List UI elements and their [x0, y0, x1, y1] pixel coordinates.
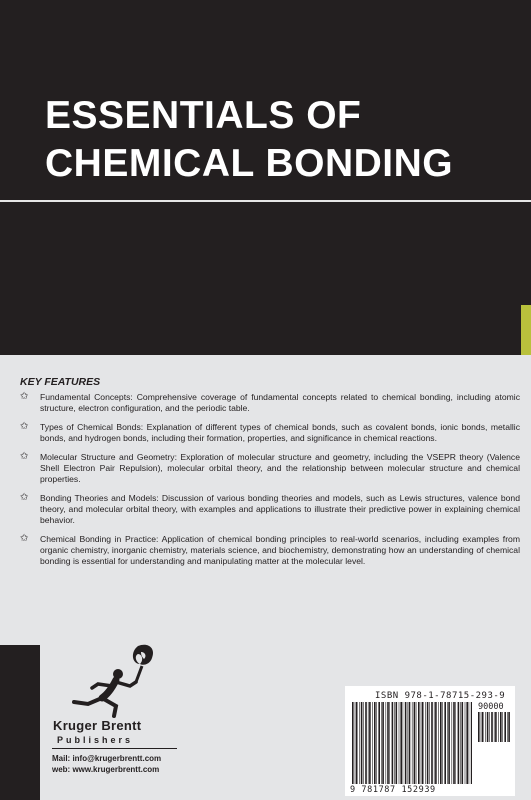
feature-text: Bonding Theories and Models: Discussion of various bonding theories and models, such as Lewis structures, valence bond theory, and molecular orbital theory, with examples and applications to illustrate their predictive power in explaining chemical behavior.	[40, 493, 520, 525]
isbn-label: ISBN 978-1-78715-293-9	[375, 691, 506, 701]
barcode-bar	[399, 702, 400, 784]
barcode-bar	[403, 702, 404, 784]
feature-text: Types of Chemical Bonds: Explanation of different types of chemical bonds, such as covalent bonds, ionic bonds, metallic bonds, and hydrogen bonds, including their formation, properties, and significance in chemical reactions.	[40, 422, 520, 443]
barcode-bar	[452, 702, 453, 784]
barcode-bar	[381, 702, 382, 784]
barcode-bar	[356, 702, 358, 784]
feature-text: Molecular Structure and Geometry: Exploration of molecular structure and geometry, including the VSEPR theory (Valence Shell Electron Pair Repulsion), molecular orbital theory, and the relationship between molecular structure and chemical properties.	[40, 452, 520, 484]
star-bullet-icon: ✩	[20, 391, 29, 402]
barcode-bar	[414, 702, 416, 784]
barcode-bar	[369, 702, 371, 784]
barcode-bar	[453, 702, 455, 784]
barcode-bar	[500, 712, 502, 742]
cover-top-section	[0, 0, 531, 355]
barcode-bar	[469, 702, 470, 784]
barcode-bar	[374, 702, 376, 784]
book-title	[45, 92, 515, 188]
barcode-bar	[363, 702, 364, 784]
barcode-bar	[466, 702, 468, 784]
publisher-subtitle: Publishers	[57, 735, 134, 745]
barcode-bar	[386, 702, 387, 784]
barcode-bar	[352, 702, 354, 784]
barcode-bar	[494, 712, 495, 742]
barcode-bar	[498, 712, 499, 742]
title-line-1: ESSENTIALS OF	[45, 94, 362, 137]
barcode-bar	[396, 702, 398, 784]
barcode-bar	[465, 702, 466, 784]
barcode-bar	[382, 702, 384, 784]
ean-barcode-bars	[352, 702, 472, 784]
feature-item	[20, 452, 520, 485]
star-bullet-icon: ✩	[20, 421, 29, 432]
barcode-bar	[507, 712, 508, 742]
barcode-bar	[471, 702, 472, 784]
spine-accent-strip	[521, 305, 531, 355]
key-features-list	[20, 392, 520, 575]
barcode-bar	[444, 702, 446, 784]
barcode-bar	[421, 702, 422, 784]
lower-left-dark-strip	[0, 645, 40, 800]
star-bullet-icon: ✩	[20, 533, 29, 544]
publisher-name: Kruger Brentt	[53, 718, 142, 733]
barcode-bar	[408, 702, 409, 784]
barcode-bar	[455, 702, 456, 784]
barcode-bar	[489, 712, 490, 742]
barcode-bar	[442, 702, 443, 784]
barcode-bar	[502, 712, 503, 742]
barcode-bar	[372, 702, 373, 784]
barcode-bar	[438, 702, 439, 784]
barcode-bar	[504, 712, 506, 742]
barcode-bar	[409, 702, 411, 784]
publisher-mail: Mail: info@krugerbrentt.com	[52, 754, 162, 763]
barcode-bar	[368, 702, 369, 784]
barcode-bar	[429, 702, 430, 784]
price-barcode-bars	[478, 712, 510, 742]
title-line-2: CHEMICAL BONDING	[45, 142, 454, 185]
feature-item	[20, 493, 520, 526]
barcode-bar	[440, 702, 442, 784]
star-bullet-icon: ✩	[20, 492, 29, 503]
barcode-bar	[487, 712, 489, 742]
feature-item	[20, 534, 520, 567]
barcode-bar	[447, 702, 448, 784]
barcode-bar	[394, 702, 395, 784]
barcode-bar	[422, 702, 424, 784]
barcode-bar	[389, 702, 390, 784]
barcode-bar	[355, 702, 356, 784]
feature-text: Fundamental Concepts: Comprehensive coverage of fundamental concepts related to chemical bonding, including atomic structure, electron configuration, and the periodic table.	[40, 392, 520, 413]
feature-text: Chemical Bonding in Practice: Application of chemical bonding principles to real-world scenarios, including examples from organic chemistry, inorganic chemistry, materials science, and biochemistry, demonstrating how an understanding of chemical bonding is essential for understanding and manipulating matter at the molecular level.	[40, 534, 520, 566]
barcode-digits: 9 781787 152939	[350, 785, 436, 795]
barcode-bar	[481, 712, 482, 742]
feature-item	[20, 392, 520, 414]
barcode-bar	[376, 702, 377, 784]
barcode-bar	[458, 702, 460, 784]
barcode-bar	[448, 702, 450, 784]
barcode-bar	[427, 702, 429, 784]
barcode-bar	[392, 702, 394, 784]
key-features-heading: KEY FEATURES	[20, 376, 101, 388]
feature-item	[20, 422, 520, 444]
barcode-bar	[482, 712, 484, 742]
barcode-bar	[412, 702, 413, 784]
barcode-bar	[418, 702, 420, 784]
barcode-bar	[491, 712, 493, 742]
title-divider	[0, 200, 531, 202]
barcode-bar	[400, 702, 402, 784]
barcode-bar	[435, 702, 437, 784]
barcode-bar	[416, 702, 417, 784]
star-bullet-icon: ✩	[20, 451, 29, 462]
barcode-bar	[462, 702, 464, 784]
barcode-bar	[387, 702, 389, 784]
barcode-bar	[460, 702, 461, 784]
publisher-divider	[52, 748, 177, 749]
barcode-bar	[434, 702, 435, 784]
barcode-bar	[485, 712, 486, 742]
publisher-web: web: www.krugerbrentt.com	[52, 765, 160, 774]
barcode-bar	[495, 712, 497, 742]
price-code: 90000	[478, 702, 504, 712]
barcode-bar	[361, 702, 363, 784]
barcode-bar	[405, 702, 407, 784]
barcode-bar	[431, 702, 433, 784]
barcode-bar	[378, 702, 380, 784]
barcode-bar	[425, 702, 426, 784]
barcode-bar	[365, 702, 367, 784]
barcode-bar	[359, 702, 360, 784]
barcode-bar	[508, 712, 510, 742]
barcode-bar	[478, 712, 480, 742]
